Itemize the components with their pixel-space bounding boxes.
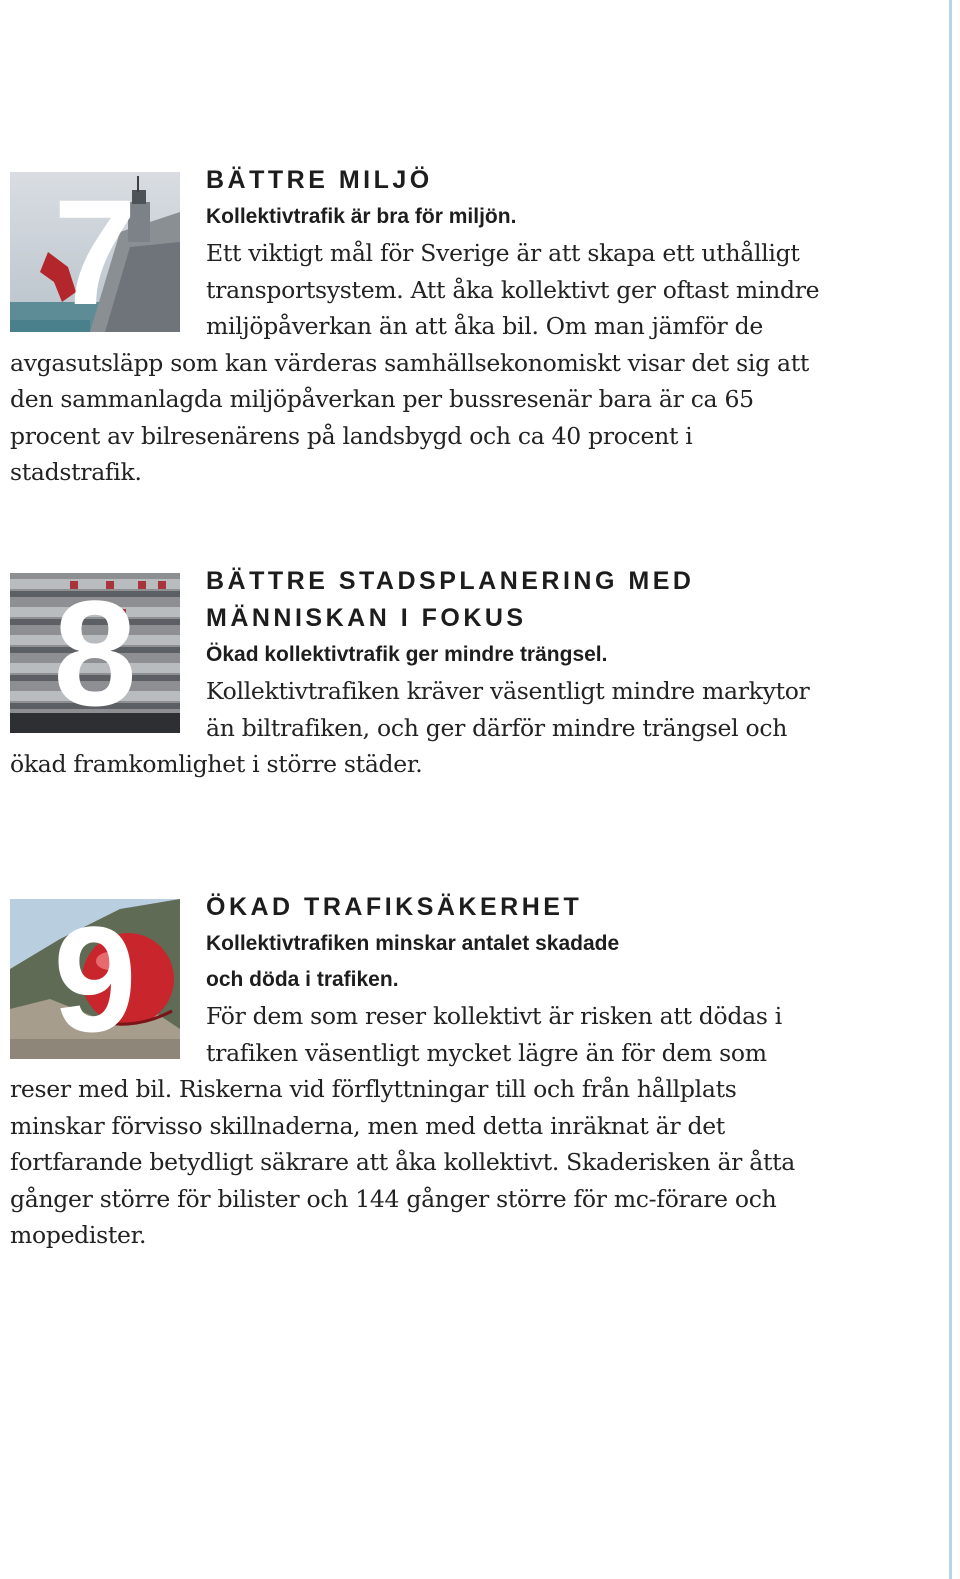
photo-stadium-seats-image: [10, 573, 180, 733]
section-7: [10, 162, 830, 491]
section-body: Kollektivtrafiken kräver väsentligt mindre markytor än biltrafiken, och ger därför mindre trängsel och ökad framkomlighet i större städer.: [10, 677, 810, 778]
section-heading: BÄTTRE MILJÖ: [206, 166, 433, 194]
page-edge-line: [949, 0, 952, 1579]
section-lead: Ökad kollektivtrafik ger mindre trängsel.: [206, 643, 608, 666]
section-number: 9: [53, 899, 137, 1059]
section-number: 7: [53, 172, 137, 332]
section-9: [10, 889, 830, 1254]
section-number: 8: [53, 573, 137, 733]
section-lead: Kollektivtrafik är bra för miljön.: [206, 205, 517, 228]
photo-lighthouse-image: [10, 172, 180, 332]
section-heading: ÖKAD TRAFIKSÄKERHET: [206, 893, 583, 921]
section-8: [10, 563, 830, 783]
section-body: För dem som reser kollektivt är risken att dödas i trafiken väsentligt mycket lägre än för dem som reser med bil. Riskerna vid förflyttningar till och från hållplats minskar förvisso skillnaderna, men med detta inräknat är det fortfarande betydligt säkrare att åka kollektivt. Skaderisken är åtta gånger större för bilister och 144 gånger större för mc-förare och mopedister.: [10, 1002, 795, 1249]
section-body: Ett viktigt mål för Sverige är att skapa ett uthålligt transportsystem. Att åka kollektivt ger oftast mindre miljöpåverkan än att åka bil. Om man jämför de avgasutsläpp som kan värderas samhällsekonomiskt visar det sig att den sammanlagda miljöpåverkan per bussresenär bara är ca 65 procent av bilresenärens på landsbygd och ca 40 procent i stadstrafik.: [10, 239, 820, 486]
section-lead: Kollektivtrafiken minskar antalet skadade och döda i trafiken.: [206, 932, 620, 991]
photo-coast-buoy-image: [10, 899, 180, 1059]
section-heading: BÄTTRE STADSPLANERING MED MÄNNISKAN I FOKUS: [206, 567, 695, 632]
